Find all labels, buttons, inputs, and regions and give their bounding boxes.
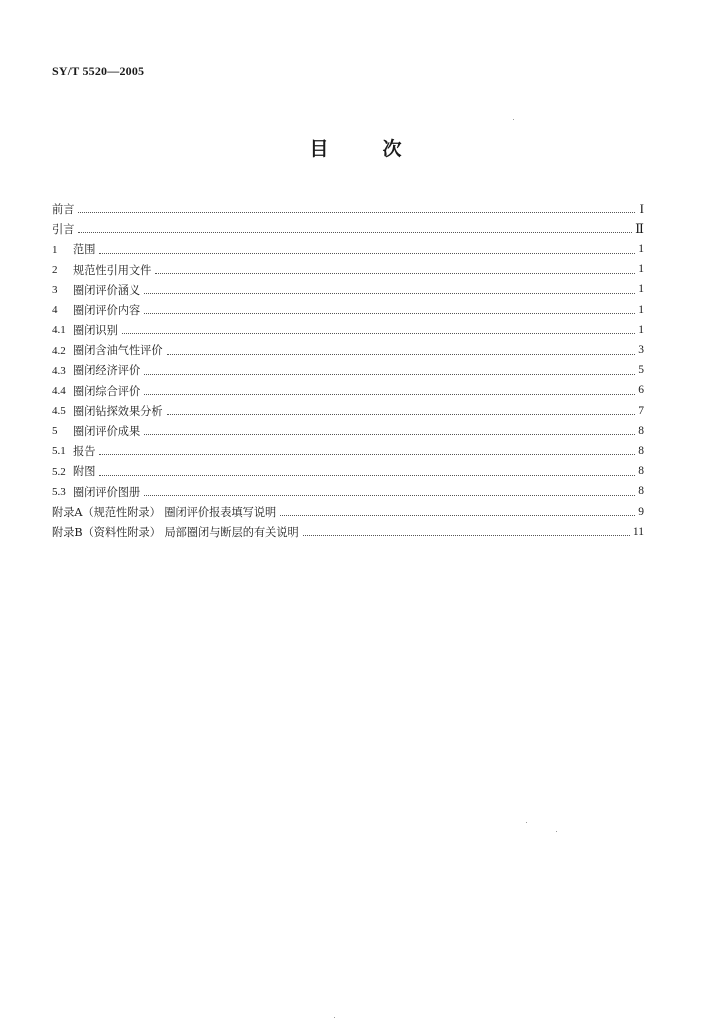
toc-entry-page: 7 <box>638 404 644 417</box>
toc-entry-label: 附录B（资料性附录） 局部圈闭与断层的有关说明 <box>52 525 299 539</box>
toc-entry-number: 4.3 <box>52 364 66 377</box>
toc-entry-label: 报告 <box>73 445 96 459</box>
toc-entry-foreword[interactable] <box>52 195 644 215</box>
dot-leader <box>99 252 635 254</box>
toc-entry-page: 1 <box>638 263 644 276</box>
toc-entry-number: 1 <box>52 243 58 256</box>
dot-leader <box>280 514 635 516</box>
toc-entry-section-4-3[interactable] <box>52 357 644 377</box>
toc-entry-number: 5.1 <box>52 445 66 458</box>
toc-entry-number: 3 <box>52 283 58 296</box>
dot-leader <box>167 353 635 355</box>
dot-leader <box>144 494 635 496</box>
toc-entry-section-5-3[interactable] <box>52 478 644 498</box>
dot-leader <box>78 211 635 213</box>
toc-entry-page: 3 <box>638 344 644 356</box>
dot-leader <box>144 373 635 375</box>
toc-entry-section-4-2[interactable] <box>52 336 644 356</box>
toc-entry-label: 引言 <box>52 223 75 237</box>
toc-entry-number: 4.4 <box>52 384 66 397</box>
toc-entry-number: 5.2 <box>52 465 66 478</box>
toc-entry-section-5-1[interactable] <box>52 437 644 457</box>
toc-entry-page: 8 <box>638 465 644 478</box>
dot-leader <box>303 534 630 536</box>
dot-leader <box>155 272 635 274</box>
dot-leader <box>144 393 635 395</box>
dot-leader <box>78 231 632 233</box>
toc-entry-number: 4.2 <box>52 344 66 357</box>
scan-speck <box>526 822 527 823</box>
toc-entry-section-2[interactable] <box>52 256 644 276</box>
toc-entry-appendix-a[interactable] <box>52 498 644 518</box>
toc-entry-label: 范围 <box>73 243 96 257</box>
toc-entry-number: 5.3 <box>52 485 66 498</box>
toc-entry-page: 8 <box>638 444 644 457</box>
toc-entry-page: 11 <box>632 525 644 538</box>
toc-entry-appendix-b[interactable] <box>52 518 644 538</box>
toc-entry-page: 1 <box>638 323 644 336</box>
scan-speck <box>556 831 557 832</box>
scan-speck <box>513 119 514 120</box>
toc-entry-number: 4 <box>52 304 58 317</box>
toc-entry-page: 5 <box>638 364 644 377</box>
toc-entry-number: 4.5 <box>52 405 66 418</box>
dot-leader <box>144 433 635 435</box>
scan-speck <box>334 1017 335 1018</box>
toc-entry-page: Ⅱ <box>635 221 644 237</box>
dot-leader <box>99 453 635 455</box>
toc-entry-section-5-2[interactable] <box>52 457 644 477</box>
dot-leader <box>144 312 635 314</box>
toc-entry-label: 圈闭钻探效果分析 <box>73 404 163 418</box>
toc-entry-section-4-4[interactable] <box>52 377 644 397</box>
toc-entry-page: 8 <box>638 485 644 498</box>
toc-entry-section-4-1[interactable] <box>52 316 644 336</box>
toc-entry-page: I <box>639 201 644 217</box>
toc-entry-number: 2 <box>52 263 58 276</box>
toc-entry-label: 规范性引用文件 <box>73 263 152 277</box>
toc-entry-section-5[interactable] <box>52 417 644 437</box>
toc-entry-label: 圈闭经济评价 <box>73 364 141 378</box>
page-title: 目次 <box>309 138 456 160</box>
toc-entry-label: 圈闭识别 <box>73 324 118 338</box>
toc-entry-section-4[interactable] <box>52 296 644 316</box>
dot-leader <box>99 474 635 476</box>
toc-entry-section-3[interactable] <box>52 276 644 296</box>
dot-leader <box>122 332 635 334</box>
toc-entry-page: 6 <box>638 384 644 397</box>
toc-entry-label: 附图 <box>73 465 96 479</box>
table-of-contents <box>52 195 644 538</box>
toc-entry-section-1[interactable] <box>52 235 644 255</box>
toc-entry-page: 8 <box>638 424 644 437</box>
toc-entry-label: 附录A（规范性附录） 圈闭评价报表填写说明 <box>52 505 277 519</box>
dot-leader <box>144 292 635 294</box>
toc-entry-label: 圈闭评价涵义 <box>73 283 141 297</box>
toc-entry-label: 圈闭综合评价 <box>73 384 141 398</box>
toc-entry-page: 1 <box>638 243 644 256</box>
dot-leader <box>167 413 635 415</box>
toc-entry-section-4-5[interactable] <box>52 397 644 417</box>
toc-entry-label: 圈闭评价成果 <box>73 425 141 439</box>
toc-entry-number: 5 <box>52 425 58 438</box>
toc-entry-introduction[interactable] <box>52 215 644 235</box>
toc-entry-number: 4.1 <box>52 324 66 337</box>
toc-entry-label: 前言 <box>52 202 75 216</box>
standard-number: SY/T 5520—2005 <box>52 64 145 78</box>
toc-entry-label: 圈闭含油气性评价 <box>73 344 163 358</box>
toc-entry-label: 圈闭评价图册 <box>73 485 141 499</box>
toc-entry-page: 1 <box>638 283 644 296</box>
toc-entry-label: 圈闭评价内容 <box>73 303 141 317</box>
toc-entry-page: 9 <box>638 505 644 518</box>
toc-entry-page: 1 <box>638 303 644 316</box>
